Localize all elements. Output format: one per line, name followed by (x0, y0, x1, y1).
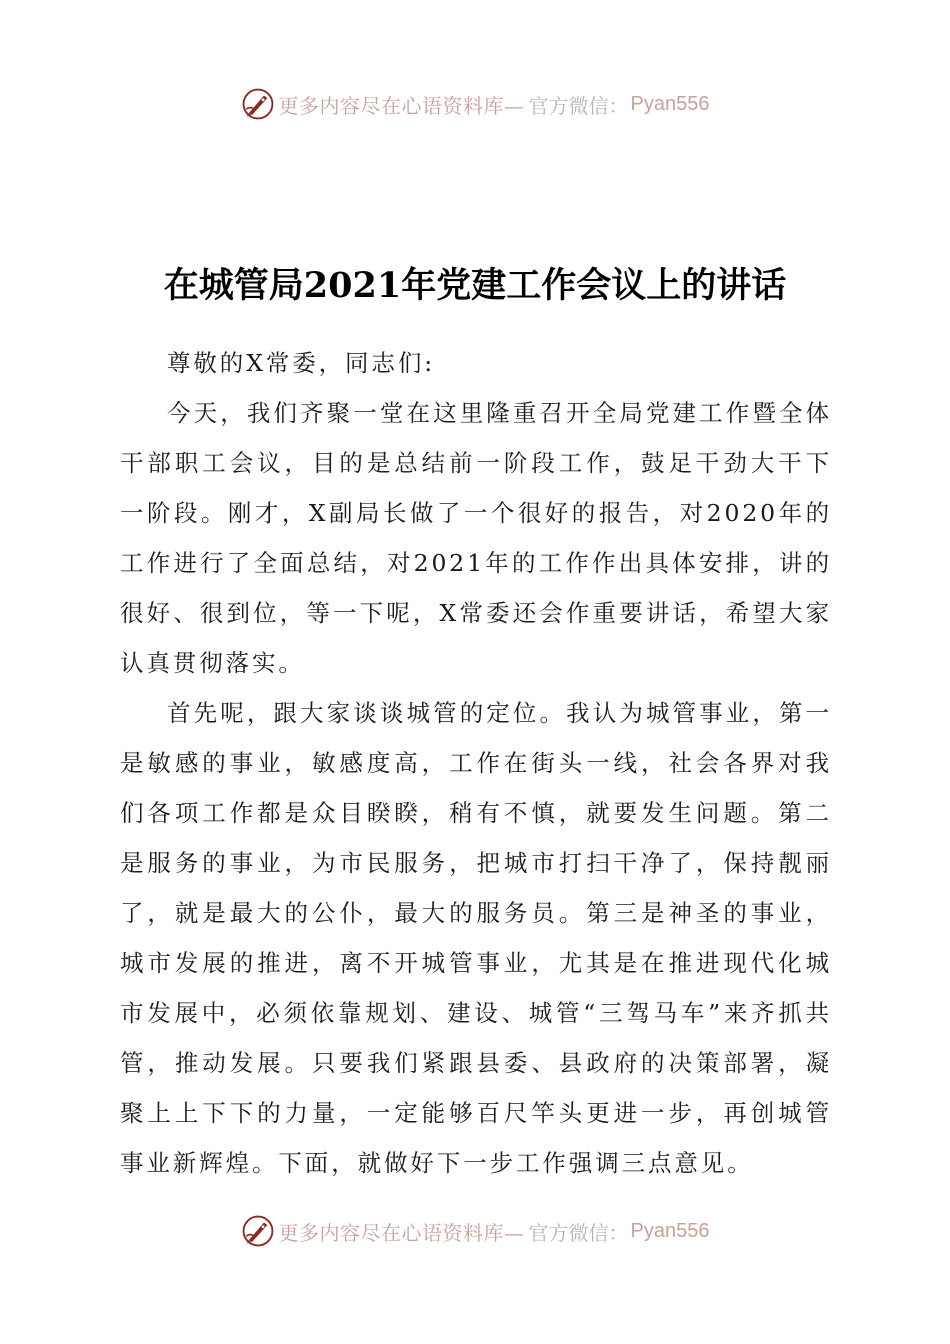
footer-watermark-banner (0, 1211, 950, 1251)
header-watermark-banner (0, 84, 950, 124)
pen-nib-logo-icon (241, 1214, 275, 1248)
banner-wechat-id: Pyan556 (630, 92, 710, 115)
banner-wechat-label: 官方微信： (528, 1220, 629, 1245)
pen-nib-logo-icon (241, 87, 275, 121)
document-body (120, 338, 832, 1188)
banner-wechat-label: 官方微信： (528, 93, 629, 118)
banner-tagline: 更多内容尽在心语资料库— (278, 1220, 525, 1245)
body-paragraph: 首先呢，跟大家谈谈城管的定位。我认为城管事业，第一是敏感的事业，敏感度高，工作在街头一线，社会各界对我们各项工作都是众目睽睽，稍有不慎，就要发生问题。第二是服务的事业，为市民服务，把城市打扫干净了，保持靓丽了，就是最大的公仆，最大的服务员。第三是神圣的事业，城市发展的推进，离不开城管事业，尤其是在推进现代化城市发展中，必须依靠规划、建设、城管“三驾马车”来齐抓共管，推动发展。只要我们紧跟县委、县政府的决策部署，凝聚上上下下的力量，一定能够百尺竿头更进一步，再创城管事业新辉煌。下面，就做好下一步工作强调三点意见。 (120, 699, 832, 1177)
body-paragraph: 今天，我们齐聚一堂在这里隆重召开全局党建工作暨全体干部职工会议，目的是总结前一阶段工作，鼓足干劲大干下一阶段。刚才，X副局长做了一个很好的报告，对2020年的工作进行了全面总结，对2021年的工作作出具体安排，讲的很好、很到位，等一下呢，X常委还会作重要讲话，希望大家认真贯彻落实。 (120, 399, 832, 677)
banner-tagline: 更多内容尽在心语资料库— (278, 93, 525, 118)
document-title: 在城管局2021年党建工作会议上的讲话 (163, 265, 787, 306)
banner-wechat-id: Pyan556 (630, 1219, 710, 1242)
greeting-line: 尊敬的X常委，同志们: (167, 349, 436, 377)
